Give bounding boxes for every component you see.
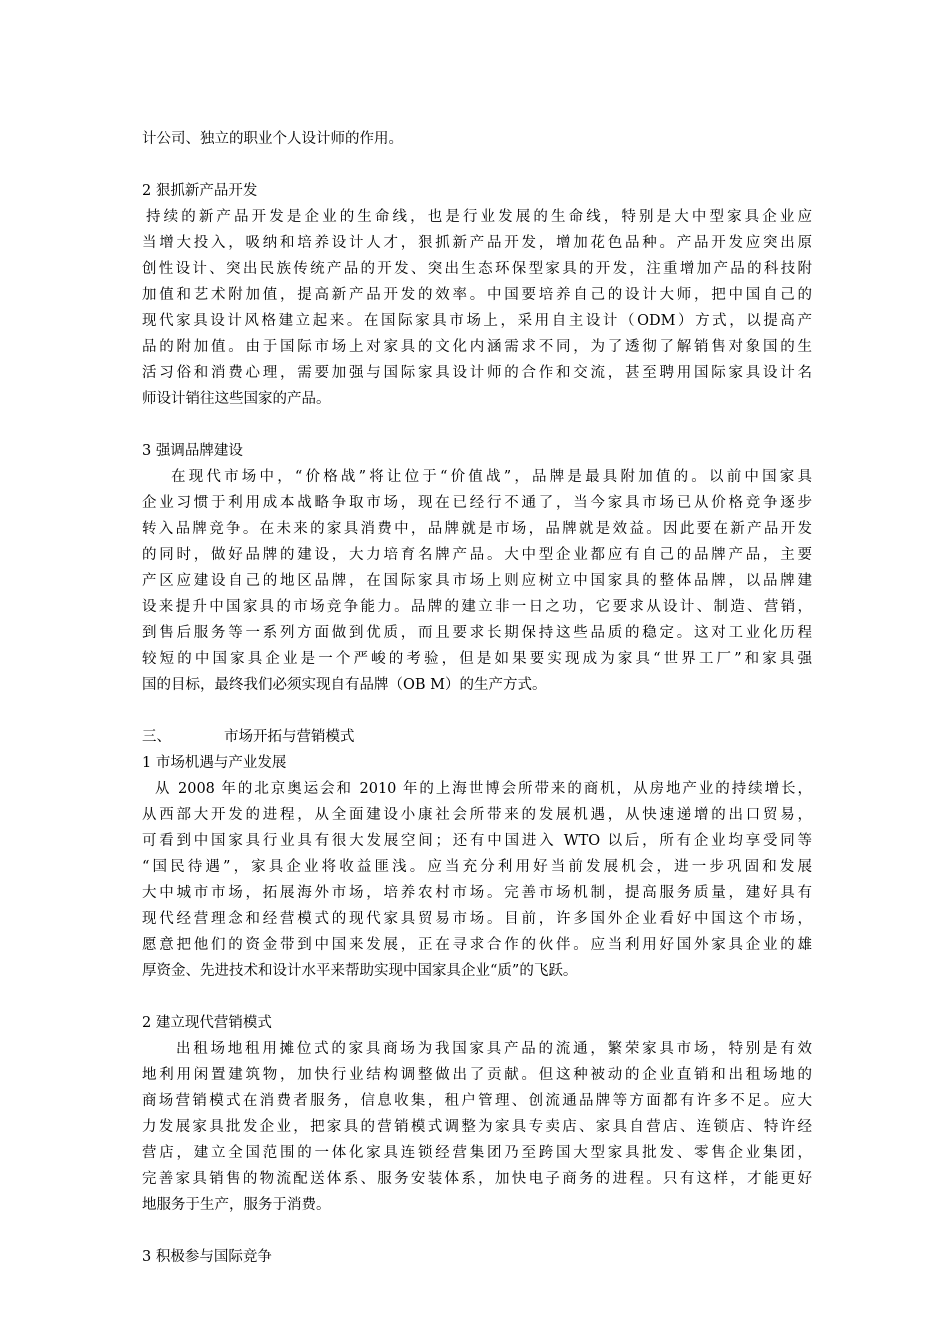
paragraph-line: 厚资金、先进技术和设计水平来帮助实现中国家具企业“质”的飞跃。 xyxy=(142,963,578,979)
paragraph-line: “国民待遇”，家具企业将收益匪浅。应当充分利用好当前发展机会，进一步巩固和发展 xyxy=(142,859,812,875)
section-2-heading: 2 狠抓新产品开发 xyxy=(142,183,258,199)
paragraph-line: 产区应建设自己的地区品牌，在国际家具市场上则应树立中国家具的整体品牌，以品牌建 xyxy=(142,573,812,589)
market-2-heading: 2 建立现代营销模式 xyxy=(142,1015,272,1031)
blank-line xyxy=(142,152,812,178)
paragraph-line: 到售后服务等一系列方面做到优质，而且要求长期保持这些品质的稳定。这对工业化历程 xyxy=(142,625,812,641)
paragraph-line: 较短的中国家具企业是一个严峻的考验，但是如果要实现成为家具“世界工厂”和家具强 xyxy=(142,651,812,667)
paragraph-line: 国的目标，最终我们必须实现自有品牌（OB M）的生产方式。 xyxy=(142,677,547,693)
paragraph-line: 完善家具销售的物流配送体系、服务安装体系，加快电子商务的进程。只有这样，才能更好 xyxy=(142,1171,812,1187)
paragraph-line: 从西部大开发的进程，从全面建设小康社会所带来的发展机遇，从快速递增的出口贸易， xyxy=(142,807,812,823)
paragraph-line: 品的附加值。由于国际市场上对家具的文化内涵需求不同，为了透彻了解销售对象国的生 xyxy=(142,339,812,355)
paragraph-line: 可看到中国家具行业具有很大发展空间；还有中国进入 WTO 以后，所有企业均享受同等 xyxy=(142,833,812,849)
paragraph-line: 营店，建立全国范围的一体化家具连锁经营集团乃至跨国大型家具批发、零售企业集团， xyxy=(142,1145,812,1161)
chapter-title: 市场开拓与营销模式 xyxy=(224,729,355,745)
market-3-heading: 3 积极参与国际竞争 xyxy=(142,1249,272,1265)
paragraph-line: 活习俗和消费心理，需要加强与国际家具设计师的合作和交流，甚至聘用国际家具设计名 xyxy=(142,365,812,381)
paragraph-line: 现代经营理念和经营模式的现代家具贸易市场。目前，许多国外企业看好中国这个市场， xyxy=(142,911,812,927)
document-page xyxy=(142,126,812,1270)
paragraph-line: 地利用闲置建筑物，加快行业结构调整做出了贡献。但这种被动的企业直销和出租场地的 xyxy=(142,1067,812,1083)
section-3-heading: 3 强调品牌建设 xyxy=(142,443,243,459)
intro-tail-line: 计公司、独立的职业个人设计师的作用。 xyxy=(142,131,403,147)
chapter-number: 三、 xyxy=(142,729,171,745)
paragraph-line: 愿意把他们的资金带到中国来发展，正在寻求合作的伙伴。应当利用好国外家具企业的雄 xyxy=(142,937,812,953)
blank-line xyxy=(142,698,812,724)
paragraph-line: 转入品牌竞争。在未来的家具消费中，品牌就是市场，品牌就是效益。因此要在新产品开发 xyxy=(142,521,812,537)
paragraph-line: 力发展家具批发企业，把家具的营销模式调整为家具专卖店、家具自营店、连锁店、特许经 xyxy=(142,1119,812,1135)
paragraph-line: 在现代市场中，“价格战”将让位于“价值战”，品牌是最具附加值的。以前中国家具 xyxy=(171,469,812,485)
blank-line xyxy=(142,1218,812,1244)
paragraph-line: 商场营销模式在消费者服务，信息收集，租户管理、创流通品牌等方面都有许多不足。应大 xyxy=(142,1093,812,1109)
paragraph-line: 设来提升中国家具的市场竞争能力。品牌的建立非一日之功，它要求从设计、制造、营销， xyxy=(142,599,812,615)
paragraph-line: 创性设计、突出民族传统产品的开发、突出生态环保型家具的开发，注重增加产品的科技附 xyxy=(142,261,812,277)
market-1-heading: 1 市场机遇与产业发展 xyxy=(142,755,287,771)
paragraph-line: 当增大投入，吸纳和培养设计人才，狠抓新产品开发，增加花色品种。产品开发应突出原 xyxy=(142,235,812,251)
paragraph-line: 师设计销往这些国家的产品。 xyxy=(142,391,331,407)
paragraph-line: 地服务于生产，服务于消费。 xyxy=(142,1197,331,1213)
paragraph-line: 从 2008 年的北京奥运会和 2010 年的上海世博会所带来的商机，从房地产业的持续增长， xyxy=(155,781,812,797)
paragraph-line: 出租场地租用摊位式的家具商场为我国家具产品的流通，繁荣家具市场，特别是有效 xyxy=(176,1041,812,1057)
chapter-heading xyxy=(142,724,812,750)
blank-line xyxy=(142,984,812,1010)
paragraph-line: 持续的新产品开发是企业的生命线，也是行业发展的生命线，特别是大中型家具企业应 xyxy=(146,209,812,225)
paragraph-line: 的同时，做好品牌的建设，大力培育名牌产品。大中型企业都应有自己的品牌产品，主要 xyxy=(142,547,812,563)
blank-line xyxy=(142,412,812,438)
paragraph-line: 加值和艺术附加值，提高新产品开发的效率。中国要培养自己的设计大师，把中国自己的 xyxy=(142,287,812,303)
paragraph-line: 大中城市市场，拓展海外市场，培养农村市场。完善市场机制，提高服务质量，建好具有 xyxy=(142,885,812,901)
paragraph-line: 企业习惯于利用成本战略争取市场，现在已经行不通了，当今家具市场已从价格竞争逐步 xyxy=(142,495,812,511)
paragraph-line: 现代家具设计风格建立起来。在国际家具市场上，采用自主设计（ODM）方式，以提高产 xyxy=(142,313,812,329)
